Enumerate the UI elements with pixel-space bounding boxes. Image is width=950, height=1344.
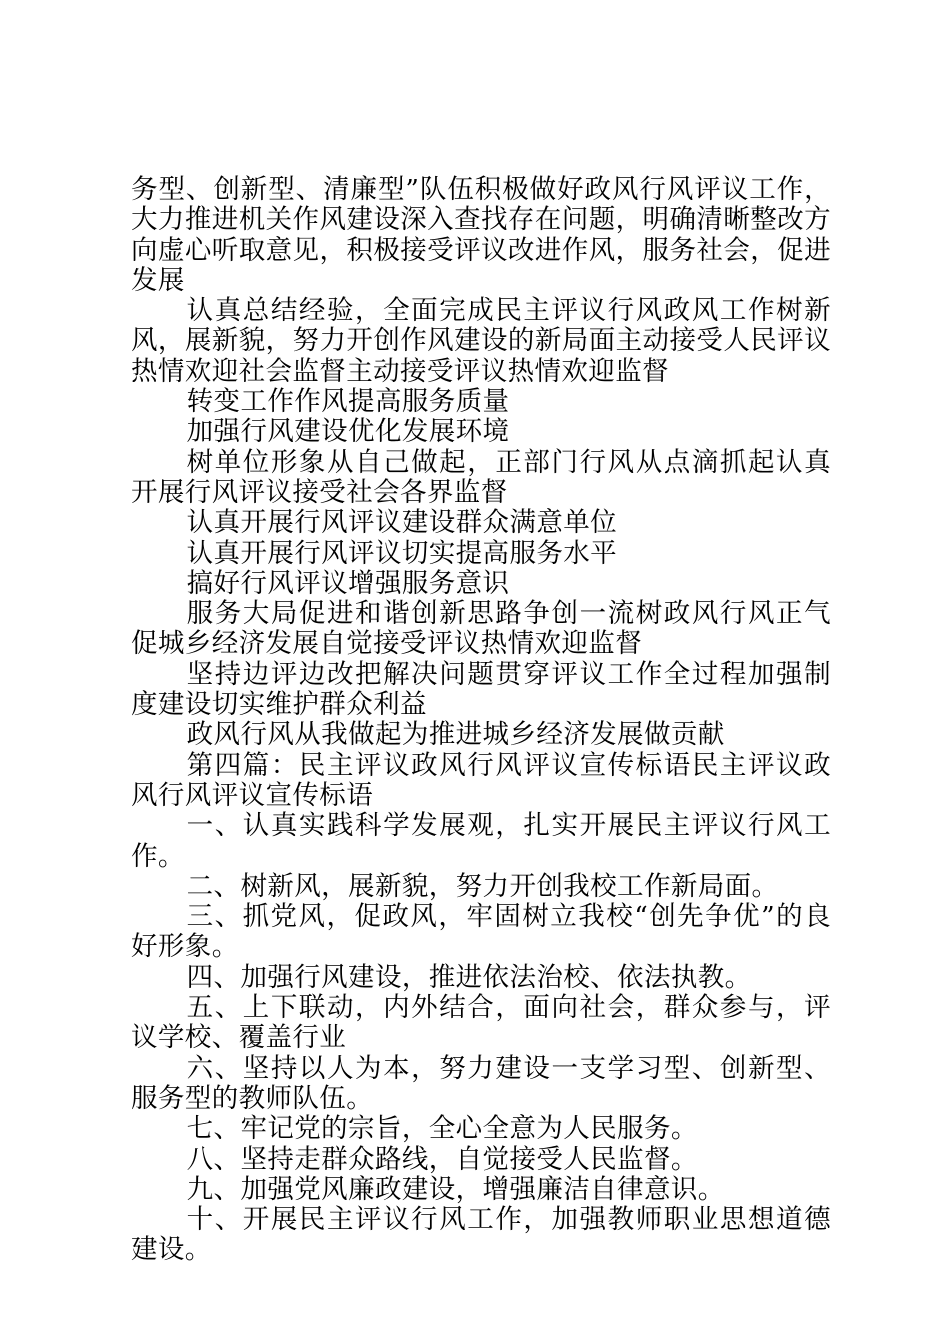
paragraph: 搞好行风评议增强服务意识	[186, 567, 510, 599]
paragraph-continuation: 务型、创新型、清廉型”队伍积极做好政风行风评议工作，大力推进机关作风建设深入查找存在问题，明确清晰整改方向虚心听取意见，积极接受评议改进作风，服务社会，促进发展	[131, 174, 831, 296]
slogan-item: 十、开展民主评议行风工作，加强教师职业思想道德建设。	[131, 1204, 831, 1266]
paragraph: 转变工作作风提高服务质量	[186, 386, 510, 418]
paragraph: 坚持边评边改把解决问题贯穿评议工作全过程加强制度建设切实维护群众利益	[131, 658, 831, 721]
paragraph: 政风行风从我做起为推进城乡经济发展做贡献	[186, 719, 725, 751]
document-body	[131, 175, 831, 1266]
paragraph: 认真开展行风评议切实提高服务水平	[186, 537, 618, 569]
slogan-item: 七、牢记党的宗旨，全心全意为人民服务。	[186, 1113, 698, 1145]
paragraph: 加强行风建设优化发展环境	[186, 416, 510, 448]
slogan-item: 五、上下联动，内外结合，面向社会，群众参与，评议学校、覆盖行业	[131, 992, 831, 1054]
slogan-item: 九、加强党风廉政建设，增强廉洁自律意识。	[186, 1173, 725, 1205]
slogan-item: 一、认真实践科学发展观，扎实开展民主评议行风工作。	[131, 810, 831, 872]
paragraph: 树单位形象从自己做起，正部门行风从点滴抓起认真开展行风评议接受社会各界监督	[131, 446, 831, 508]
slogan-item: 二、树新风，展新貌，努力开创我校工作新局面。	[186, 870, 779, 902]
paragraph: 认真开展行风评议建设群众满意单位	[186, 507, 618, 539]
paragraph: 认真总结经验，全面完成民主评议行风政风工作树新风，展新貌，努力开创作风建设的新局面主动接受人民评议热情欢迎社会监督主动接受评议热情欢迎监督	[131, 295, 831, 387]
slogan-item: 四、加强行风建设，推进依法治校、依法执教。	[186, 961, 752, 993]
slogan-item: 八、坚持走群众路线，自觉接受人民监督。	[186, 1143, 698, 1175]
slogan-item: 三、抓党风，促政风，牢固树立我校“创先争优”的良好形象。	[131, 901, 831, 963]
section-heading: 第四篇：民主评议政风行风评议宣传标语民主评议政风行风评议宣传标语	[131, 749, 831, 811]
slogan-item: 六、坚持以人为本，努力建设一支学习型、创新型、服务型的教师队伍。	[131, 1052, 831, 1114]
paragraph: 服务大局促进和谐创新思路争创一流树政风行风正气促城乡经济发展自觉接受评议热情欢迎监督	[131, 598, 831, 660]
